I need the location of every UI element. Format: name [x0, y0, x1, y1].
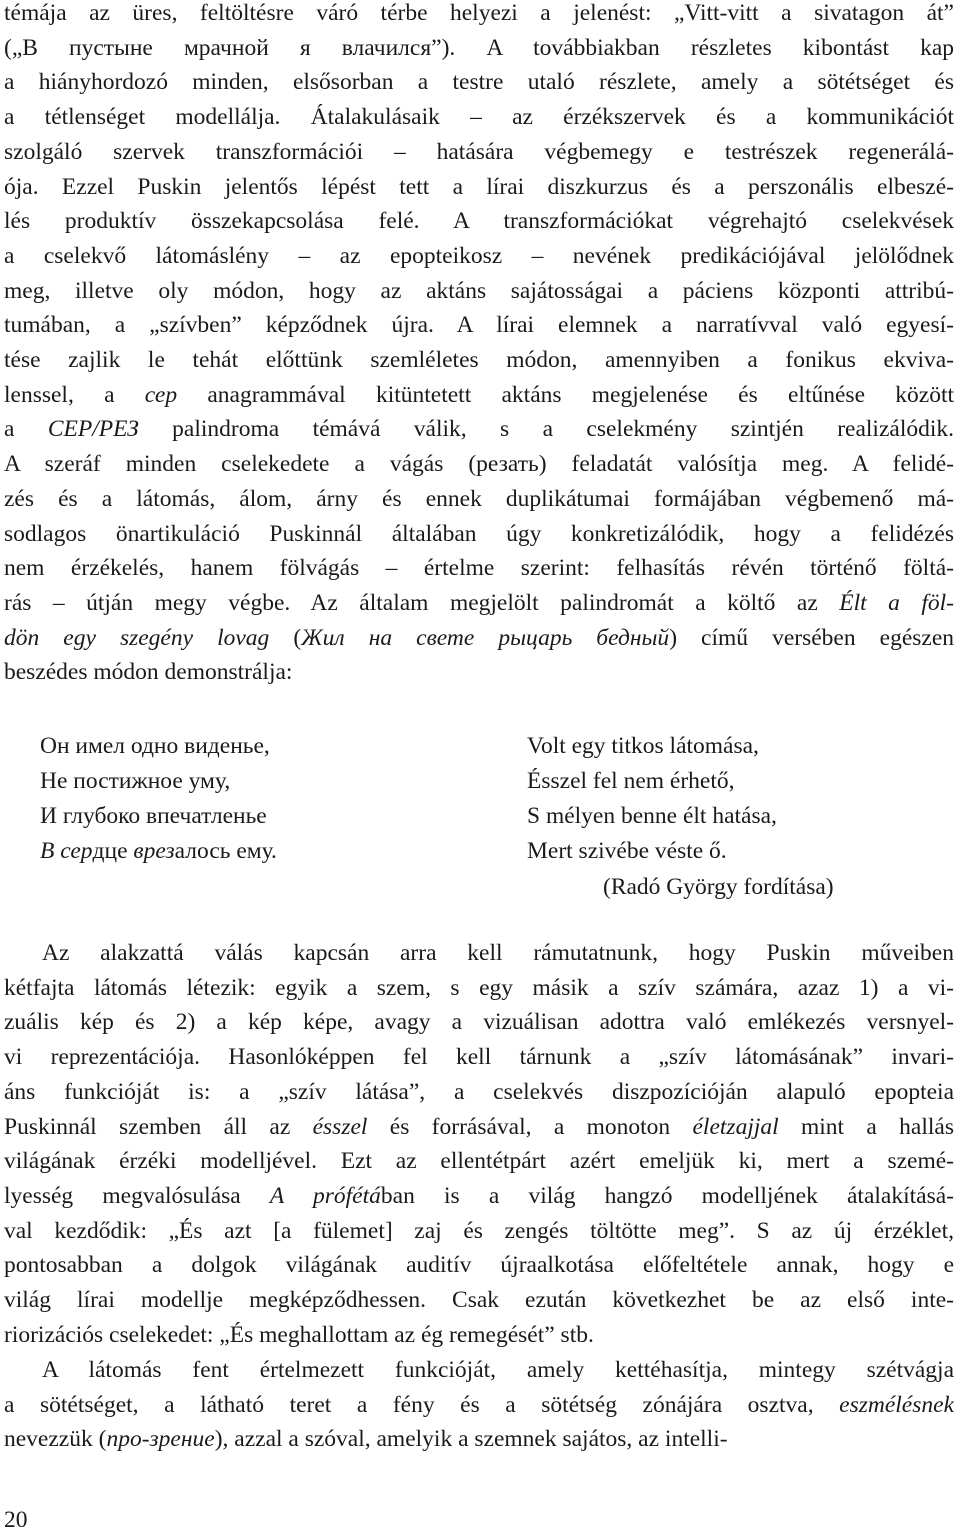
text-line — [4, 64, 954, 100]
text-line — [4, 1109, 954, 1145]
italic-text: про-зрение — [106, 1426, 215, 1453]
poem-line-russian — [40, 833, 277, 869]
text-segment: áns funkcióját is: a „szív látása”, a cselekvés diszpozícióján alapuló epopteia — [4, 1078, 954, 1105]
text-segment: ) című versében egészen — [669, 624, 954, 651]
italic-text: врез — [133, 838, 175, 864]
italic-text: СЕР/РЕЗ — [47, 416, 139, 443]
text-segment: beszédes módon demonstrálja: — [4, 659, 293, 686]
text-segment: A látomás fent értelmezett funkcióját, amely kettéhasítja, mintegy szétvágja — [42, 1357, 954, 1383]
text-line — [4, 203, 954, 239]
text-line — [4, 1282, 954, 1318]
poem-line-hungarian: Mert szivébe véste ő. — [527, 838, 727, 864]
text-line — [4, 307, 954, 343]
text-line — [4, 585, 954, 621]
text-segment: tumában, a „szívben” képződnek újra. A lírai elemnek a narratívval való egyesí- — [4, 312, 954, 339]
page-number: 20 — [4, 1507, 28, 1533]
text-segment: mint a hallás — [778, 1113, 954, 1140]
text-line — [4, 516, 954, 552]
italic-text: В сер — [40, 838, 93, 864]
text-line — [4, 273, 954, 309]
text-segment: a sötétséget, a látható teret a fény és a sötétség zónájára osztva, — [4, 1391, 840, 1418]
italic-text: ésszel — [312, 1113, 368, 1140]
text-segment: алось ему. — [174, 838, 277, 864]
text-line — [4, 1421, 954, 1457]
text-line — [42, 935, 954, 971]
text-segment: ban is a világ hangzó modelljének átalakításá- — [380, 1182, 954, 1209]
text-segment: szolgáló szervek transzformációi – hatására végbemegy e testrészek regenerálá- — [4, 138, 954, 165]
text-line — [4, 1178, 954, 1214]
italic-text: A prófétá — [269, 1182, 381, 1209]
text-segment: a — [4, 416, 48, 443]
text-line — [4, 377, 954, 413]
text-segment: meg, illetve oly módon, hogy az aktáns sajátosságai a páciens központi attribú- — [4, 277, 954, 304]
text-segment: nem érzékelés, hanem fölvágás – értelme szerint: felhasítás révén történő föltá- — [4, 555, 954, 582]
text-line — [4, 550, 954, 586]
text-line — [4, 1039, 954, 1075]
text-line — [4, 1213, 954, 1249]
text-line — [4, 970, 954, 1006]
text-segment: zuális kép és 2) a kép képe, avagy a vizuálisan adottra való emlékezés versnyel- — [4, 1009, 954, 1036]
text-segment: Puskinnál szemben áll az — [4, 1113, 313, 1140]
text-segment: ója. Ezzel Puskin jelentős lépést tett a lírai diszkurzus és a perszonális elbeszé- — [4, 173, 954, 200]
text-segment: a hiányhordozó minden, elsősorban a testre utaló részlete, amely a sötétséget és — [4, 69, 954, 96]
text-segment: („В пустыне мрачной я влачился”). A továbbiakban részletes kibontást kap — [4, 34, 954, 61]
text-segment: zés és a látomás, álom, árny és ennek duplikátumai formájában végbemenő má- — [4, 485, 954, 512]
poem-line-russian — [40, 728, 270, 764]
text-line — [4, 30, 954, 66]
text-segment: rás – útján megy végbe. Az általam megjelölt palindromát a költő az — [4, 589, 840, 616]
text-segment: sodlagos önartikuláció Puskinnál általában úgy konkretizálódik, hogy a felidézés — [4, 520, 954, 547]
text-segment: A szeráf minden cselekedete a vágás (резать) feladatát valósítja meg. A felidé- — [4, 451, 954, 478]
text-segment: vi reprezentációja. Hasonlóképpen fel kell tárnunk a „szív látomásának” invari- — [4, 1044, 954, 1071]
text-segment: ( — [269, 624, 302, 651]
text-line — [4, 1143, 954, 1179]
poem-line-hungarian: Volt egy titkos látomása, — [527, 733, 759, 759]
text-segment: nevezzük ( — [4, 1426, 107, 1453]
italic-text: életzajjal — [692, 1113, 779, 1140]
text-line — [4, 620, 954, 656]
text-line — [4, 446, 954, 482]
italic-text: сер — [144, 381, 178, 408]
text-segment: Не постижное уму, — [40, 768, 231, 794]
text-segment: pontosabban a dolgok világának auditív újraalkotása előfeltétele annak, hogy e — [4, 1252, 954, 1279]
text-segment: világ lírai modellje megképződhessen. Csak ezután következhet be az első inte- — [4, 1287, 954, 1313]
text-segment: témája az üres, feltöltésre váró térbe helyezi a jelenést: „Vitt-vitt a sivatagon át” — [4, 0, 954, 26]
poem-line-russian — [40, 798, 267, 834]
poem-line-hungarian: S mélyen benne élt hatása, — [527, 803, 777, 829]
text-segment: lenssel, a — [4, 381, 145, 408]
italic-text: dön egy szegény lovag — [4, 624, 270, 651]
text-line — [4, 1247, 954, 1283]
text-segment: ), azzal a szóval, amelyik a szemnek sajátos, az intelli- — [214, 1426, 728, 1453]
poem-line-hungarian: Ésszel fel nem érhető, — [527, 768, 735, 794]
poem-line-russian — [40, 763, 230, 799]
text-line — [4, 169, 954, 205]
text-segment: kétfajta látomás létezik: egyik a szem, s egy másik a szív számára, azaz 1) a vi- — [4, 974, 954, 1001]
text-line — [4, 1074, 954, 1110]
text-segment: a cselekvő látomáslény – az epopteikosz – nevének predikációjával jelölődnek — [4, 242, 954, 269]
text-segment: palindroma témává válik, s a cselekmény szintjén realizálódik. — [138, 416, 954, 443]
text-segment: дце — [92, 838, 134, 864]
text-line — [42, 1352, 954, 1388]
text-line — [4, 481, 954, 517]
text-segment: a tétlenséget modellálja. Átalakulásaik – az érzékszervek és a kommunikációt — [4, 104, 954, 131]
text-segment: világának érzéki modelljével. Ezt az ellentétpárt azért emeljük ki, mert a szemé- — [4, 1148, 954, 1175]
text-line — [4, 0, 954, 31]
text-line — [4, 1317, 954, 1353]
text-line — [4, 1004, 954, 1040]
text-segment: lyesség megvalósulása — [4, 1182, 270, 1209]
text-line — [4, 134, 954, 170]
text-segment: és forrásával, a monoton — [367, 1113, 693, 1140]
text-segment: anagrammával kitüntetett aktáns megjelenése és eltűnése között — [177, 381, 954, 408]
text-line — [4, 99, 954, 135]
text-segment: И глубоко впечатленье — [40, 803, 267, 829]
text-segment: Он имел одно виденье, — [40, 733, 270, 759]
italic-text: eszmélésnek — [839, 1391, 954, 1418]
text-line — [4, 411, 954, 447]
text-line — [4, 654, 954, 690]
text-line — [4, 342, 954, 378]
italic-text: Жил на свете рыцарь бедный — [301, 624, 670, 651]
text-segment: lés produktív összekapcsolása felé. A transzformációkat végrehajtó cselekvések — [4, 208, 954, 235]
translation-credit: (Radó György fordítása) — [603, 874, 834, 900]
text-segment: val kezdődik: „És azt [a fülemet] zaj és zengés töltötte meg”. S az új érzéklet, — [4, 1217, 954, 1244]
text-line — [4, 238, 954, 274]
text-line — [4, 1387, 954, 1423]
text-segment: Az alakzattá válás kapcsán arra kell rámutatnunk, hogy Puskin műveiben — [42, 940, 954, 966]
italic-text: Élt a föl- — [839, 589, 954, 616]
text-segment: tése zajlik le tehát előttünk szemléletes módon, amennyiben a fonikus ekviva- — [4, 347, 954, 373]
text-segment: riorizációs cselekedet: „És meghallottam az ég remegését” stb. — [4, 1321, 594, 1348]
